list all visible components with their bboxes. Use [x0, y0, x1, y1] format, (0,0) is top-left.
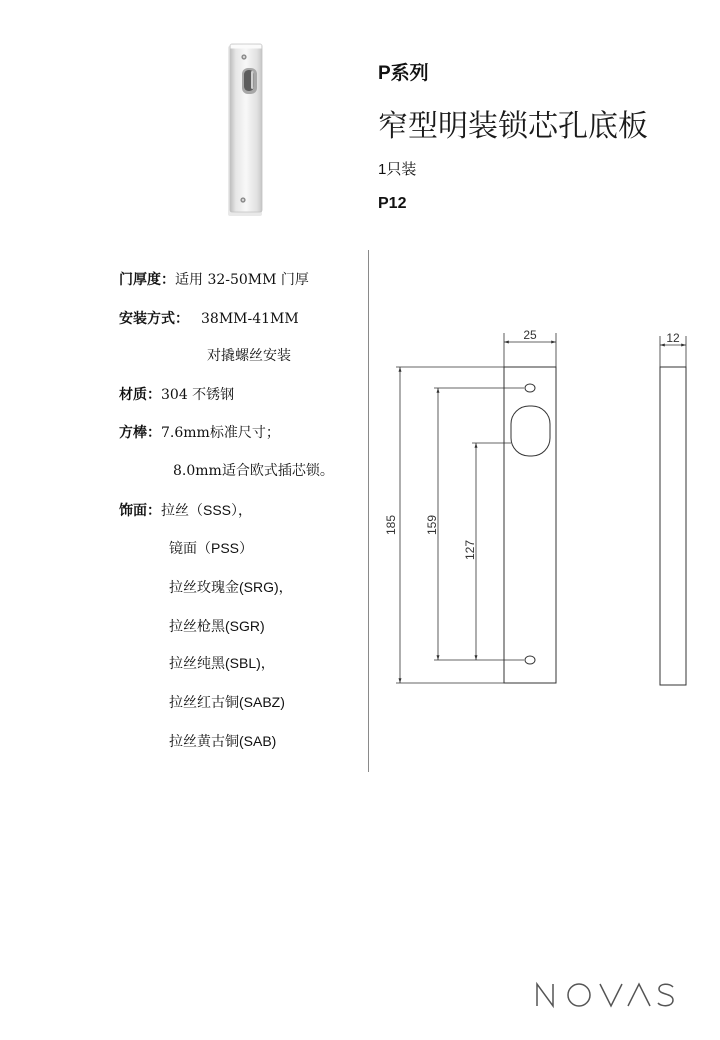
finish-item: [169, 654, 275, 673]
logo-letter-s: [658, 984, 673, 1005]
spec-material: [119, 386, 234, 404]
spec-value: 拉丝纯黑(SBL)，: [169, 655, 275, 671]
spec-label: 门厚度：: [119, 272, 175, 288]
finish-item: [169, 732, 276, 751]
spec-spindle-alt: [173, 462, 334, 480]
hole-spacing-label: 159: [425, 514, 439, 536]
spec-value: 拉丝枪黑(SGR): [169, 618, 265, 634]
slot-to-hole-label: 127: [463, 539, 477, 561]
spec-value: 镜面（PSS）: [169, 540, 254, 556]
spec-value: 7.6mm标准尺寸；: [161, 425, 280, 441]
spec-value: 304 不锈钢: [161, 387, 235, 403]
side-view-outline: [660, 367, 686, 685]
spec-label: 安装方式：: [119, 311, 189, 327]
cylinder-slot: [511, 406, 550, 456]
height-dim-label: 185: [384, 514, 398, 536]
spec-value: 8.0mm适合欧式插芯锁。: [173, 463, 334, 479]
spec-installation: [119, 310, 299, 328]
column-divider: [368, 250, 369, 772]
finish-item: [169, 617, 265, 636]
logo-letter-n: [537, 984, 553, 1006]
finish-item: [169, 539, 253, 558]
spec-value: 拉丝玫瑰金(SRG)，: [169, 579, 293, 595]
finish-item: [169, 578, 293, 597]
logo-letter-v: [600, 984, 622, 1006]
product-photo: [220, 40, 270, 220]
spec-spindle: [119, 424, 280, 442]
spec-value: 适用 32-50MM 门厚: [175, 272, 309, 288]
logo-letter-a: [628, 984, 650, 1006]
product-title: 窄型明装锁芯孔底板: [378, 109, 648, 144]
model-number: P12: [378, 195, 407, 212]
spec-finish: [119, 501, 252, 520]
spec-value: 38MM-41MM: [201, 311, 299, 327]
spec-door-thickness: [119, 271, 309, 289]
bottom-screw-hole: [525, 656, 535, 664]
top-screw-hole: [525, 384, 535, 392]
plate-top-bevel: [231, 45, 262, 49]
spec-label: 饰面：: [119, 503, 161, 519]
spec-value: 拉丝黄古铜(SAB): [169, 733, 277, 749]
spec-value: 对撬螺丝安装: [207, 348, 291, 364]
width-dim-label: 25: [523, 328, 537, 342]
technical-drawing: [370, 320, 700, 700]
logo-letter-o: [568, 984, 590, 1006]
spec-label: 方棒：: [119, 425, 161, 441]
pack-quantity: 1只装: [378, 161, 417, 178]
series-name: P系列: [378, 63, 429, 84]
spec-value: 拉丝（SSS），: [161, 502, 253, 518]
spec-value: 拉丝红古铜(SABZ): [169, 694, 285, 710]
spec-label: 材质：: [119, 387, 161, 403]
front-view-outline: [504, 367, 556, 683]
thickness-dim-label: 12: [666, 331, 680, 345]
finish-item: [169, 693, 285, 712]
spec-installation-method: [207, 347, 291, 365]
novas-logo: [530, 978, 680, 1012]
